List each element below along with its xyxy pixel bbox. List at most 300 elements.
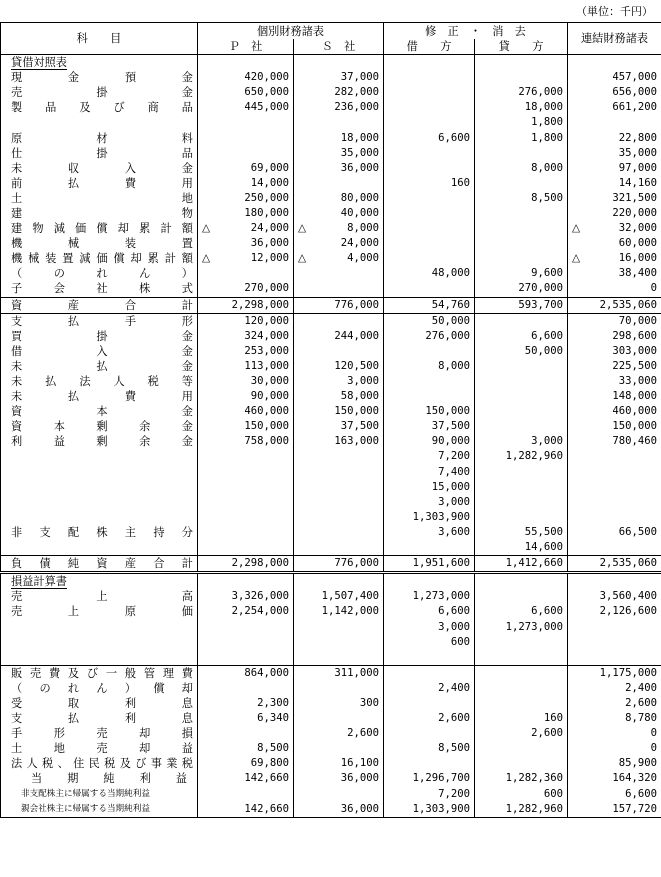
- negative-triangle-icon: △: [572, 222, 581, 235]
- cell-c: 35,000: [568, 146, 661, 161]
- table-row: [1, 756, 661, 771]
- cell-dr: [384, 389, 475, 404]
- cell-p: 36,000: [198, 236, 294, 251]
- cell-s: [294, 540, 384, 556]
- cell-c: △ 16,000: [568, 251, 661, 266]
- cell-c: 150,000: [568, 419, 661, 434]
- cell-cr: [475, 70, 568, 85]
- account-label: 土地売却益: [1, 741, 198, 756]
- cell-dr: 600: [384, 635, 475, 650]
- cell-cr: 1,800: [475, 130, 568, 145]
- cell-p: 6,340: [198, 711, 294, 726]
- cell-c: 303,000: [568, 344, 661, 359]
- account-label: 原材料: [1, 130, 198, 145]
- cell-c: [568, 465, 661, 480]
- cell-cr: [475, 419, 568, 434]
- cell-cr: [475, 741, 568, 756]
- account-label: 利益剰余金: [1, 434, 198, 449]
- cell-cr: 14,600: [475, 540, 568, 556]
- cell-c: [568, 540, 661, 556]
- cell-p: [198, 449, 294, 464]
- cell-cr: 1,282,960: [475, 802, 568, 818]
- cell-dr: [384, 100, 475, 115]
- cell-dr: 3,000: [384, 495, 475, 510]
- cell-c: 3,560,400: [568, 589, 661, 604]
- account-label: （のれん）償却: [1, 681, 198, 696]
- cell-p: △ 24,000: [198, 221, 294, 236]
- header-p-company: Ｐ 社: [198, 39, 294, 55]
- table-row: [1, 696, 661, 711]
- cell-c: 22,800: [568, 130, 661, 145]
- cell-p: [198, 681, 294, 696]
- account-label: [1, 510, 198, 525]
- cell-s: [294, 344, 384, 359]
- account-label: [1, 115, 198, 130]
- cell-c: 60,000: [568, 236, 661, 251]
- table-row: [1, 389, 661, 404]
- cell-s: [294, 115, 384, 130]
- cell-cr: [475, 374, 568, 389]
- cell-cr: [475, 696, 568, 711]
- cell-cr: 50,000: [475, 344, 568, 359]
- table-row: [1, 329, 661, 344]
- account-label: 未払費用: [1, 389, 198, 404]
- table-row: [1, 313, 661, 329]
- cell-s: △ 4,000: [294, 251, 384, 266]
- cell-dr: [384, 236, 475, 251]
- cell-p: 90,000: [198, 389, 294, 404]
- negative-triangle-icon: △: [298, 252, 307, 265]
- cell-cr: [475, 236, 568, 251]
- table-row: [1, 681, 661, 696]
- cell-s: 40,000: [294, 206, 384, 221]
- header-adjustments: 修 正 ・ 消 去: [384, 23, 568, 40]
- table-row: [1, 359, 661, 374]
- cell-cr: [475, 635, 568, 650]
- table-row: [1, 510, 661, 525]
- table-row: [1, 344, 661, 359]
- account-label: 未払金: [1, 359, 198, 374]
- account-label: 未収入金: [1, 161, 198, 176]
- cell-cr: [475, 359, 568, 374]
- cell-cr: 18,000: [475, 100, 568, 115]
- cell-cr: [475, 389, 568, 404]
- cell-s: 37,000: [294, 70, 384, 85]
- cell-p: 120,000: [198, 313, 294, 329]
- account-label: 売上原価: [1, 604, 198, 619]
- cell-p: 324,000: [198, 329, 294, 344]
- account-label: [1, 449, 198, 464]
- header-credit: 貸 方: [475, 39, 568, 55]
- section-income-statement-row: [1, 573, 661, 590]
- cell-c: 457,000: [568, 70, 661, 85]
- cell-cr: [475, 495, 568, 510]
- cell-dr: [384, 650, 475, 666]
- table-row: [1, 771, 661, 786]
- cell-s: [294, 741, 384, 756]
- cell-p: [198, 115, 294, 130]
- cell-c: [568, 495, 661, 510]
- cell-dr: 7,200: [384, 449, 475, 464]
- account-label: 機械装置減価償却累計額: [1, 251, 198, 266]
- table-row: [1, 130, 661, 145]
- account-label: 親会社株主に帰属する当期純利益: [1, 802, 198, 818]
- cell-s: 3,000: [294, 374, 384, 389]
- cell-dr: 3,000: [384, 619, 475, 634]
- cell-s: 37,500: [294, 419, 384, 434]
- table-row: [1, 787, 661, 802]
- cell-s: [294, 619, 384, 634]
- table-row: [1, 665, 661, 681]
- cell-cr: 2,600: [475, 726, 568, 741]
- cell-c: 97,000: [568, 161, 661, 176]
- cell-p: 460,000: [198, 404, 294, 419]
- account-label: 前払費用: [1, 176, 198, 191]
- account-label: 借入金: [1, 344, 198, 359]
- cell-p: 250,000: [198, 191, 294, 206]
- table-row: [1, 419, 661, 434]
- cell-s: [294, 525, 384, 540]
- cell-p: △ 12,000: [198, 251, 294, 266]
- cell-cr: [475, 510, 568, 525]
- table-row: [1, 221, 661, 236]
- table-row: [1, 115, 661, 130]
- account-label: 資本金: [1, 404, 198, 419]
- account-label: 未払法人税等: [1, 374, 198, 389]
- cell-p: 142,660: [198, 771, 294, 786]
- cell-p: 758,000: [198, 434, 294, 449]
- cell-s: 18,000: [294, 130, 384, 145]
- cell-s: 776,000: [294, 297, 384, 313]
- table-row: [1, 266, 661, 281]
- table-row: [1, 711, 661, 726]
- cell-dr: 8,500: [384, 741, 475, 756]
- cell-p: 2,254,000: [198, 604, 294, 619]
- table-row: [1, 480, 661, 495]
- cell-dr: [384, 281, 475, 297]
- cell-c: △ 32,000: [568, 221, 661, 236]
- cell-cr: [475, 465, 568, 480]
- cell-c: 220,000: [568, 206, 661, 221]
- cell-dr: [384, 665, 475, 681]
- cell-dr: 90,000: [384, 434, 475, 449]
- cell-c: 33,000: [568, 374, 661, 389]
- account-label: 法人税、住民税及び事業税: [1, 756, 198, 771]
- account-label: [1, 650, 198, 666]
- table-row: [1, 726, 661, 741]
- cell-p: 2,298,000: [198, 297, 294, 313]
- cell-s: [294, 465, 384, 480]
- cell-dr: 2,600: [384, 711, 475, 726]
- cell-s: 236,000: [294, 100, 384, 115]
- cell-dr: 50,000: [384, 313, 475, 329]
- table-row: [1, 161, 661, 176]
- table-row: [1, 434, 661, 449]
- cell-s: 2,600: [294, 726, 384, 741]
- table-row: [1, 70, 661, 85]
- cell-c: [568, 115, 661, 130]
- cell-c: 66,500: [568, 525, 661, 540]
- cell-dr: [384, 221, 475, 236]
- cell-p: [198, 465, 294, 480]
- cell-dr: 160: [384, 176, 475, 191]
- account-label: 売掛金: [1, 85, 198, 100]
- cell-s: [294, 650, 384, 666]
- account-label: 製品及び商品: [1, 100, 198, 115]
- cell-c: 0: [568, 741, 661, 756]
- table-row: [1, 146, 661, 161]
- cell-dr: 1,303,900: [384, 510, 475, 525]
- cell-s: 36,000: [294, 771, 384, 786]
- cell-c: [568, 619, 661, 634]
- cell-cr: 3,000: [475, 434, 568, 449]
- cell-p: 14,000: [198, 176, 294, 191]
- cell-s: [294, 449, 384, 464]
- header-account: 科 目: [1, 23, 198, 55]
- unit-label: （単位：千円）: [576, 5, 653, 18]
- cell-dr: [384, 696, 475, 711]
- cell-p: 2,298,000: [198, 556, 294, 573]
- cell-p: 113,000: [198, 359, 294, 374]
- account-label: 負債純資産合計: [1, 556, 198, 573]
- account-label: 建物減価償却累計額: [1, 221, 198, 236]
- cell-cr: 8,500: [475, 191, 568, 206]
- cell-s: [294, 681, 384, 696]
- cell-s: △ 8,000: [294, 221, 384, 236]
- cell-p: 270,000: [198, 281, 294, 297]
- cell-dr: 6,600: [384, 604, 475, 619]
- account-label: [1, 480, 198, 495]
- account-label: 現金預金: [1, 70, 198, 85]
- cell-dr: 2,400: [384, 681, 475, 696]
- cell-s: 150,000: [294, 404, 384, 419]
- cell-dr: [384, 191, 475, 206]
- cell-dr: 54,760: [384, 297, 475, 313]
- cell-s: 35,000: [294, 146, 384, 161]
- cell-p: 253,000: [198, 344, 294, 359]
- negative-triangle-icon: △: [572, 252, 581, 265]
- table-row: [1, 191, 661, 206]
- header-debit: 借 方: [384, 39, 475, 55]
- table-row: [1, 556, 661, 573]
- cell-dr: 276,000: [384, 329, 475, 344]
- cell-p: 445,000: [198, 100, 294, 115]
- cell-s: 1,142,000: [294, 604, 384, 619]
- cell-p: [198, 787, 294, 802]
- cell-dr: 150,000: [384, 404, 475, 419]
- cell-s: 311,000: [294, 665, 384, 681]
- cell-c: 656,000: [568, 85, 661, 100]
- account-label: 支払手形: [1, 313, 198, 329]
- cell-cr: [475, 480, 568, 495]
- account-label: [1, 495, 198, 510]
- cell-p: [198, 510, 294, 525]
- cell-dr: [384, 374, 475, 389]
- cell-dr: 6,600: [384, 130, 475, 145]
- cell-cr: [475, 251, 568, 266]
- consolidation-worksheet: [0, 22, 661, 818]
- negative-triangle-icon: △: [298, 222, 307, 235]
- cell-c: 2,400: [568, 681, 661, 696]
- cell-p: 650,000: [198, 85, 294, 100]
- cell-cr: [475, 206, 568, 221]
- cell-c: 1,175,000: [568, 665, 661, 681]
- cell-s: [294, 495, 384, 510]
- cell-s: 282,000: [294, 85, 384, 100]
- cell-c: [568, 650, 661, 666]
- cell-s: 36,000: [294, 802, 384, 818]
- cell-cr: 600: [475, 787, 568, 802]
- account-label: [1, 619, 198, 634]
- account-label: 機械装置: [1, 236, 198, 251]
- cell-c: 8,780: [568, 711, 661, 726]
- cell-p: 142,660: [198, 802, 294, 818]
- account-label: 販売費及び一般管理費: [1, 665, 198, 681]
- cell-p: [198, 495, 294, 510]
- cell-cr: 1,800: [475, 115, 568, 130]
- cell-dr: 15,000: [384, 480, 475, 495]
- cell-dr: [384, 206, 475, 221]
- cell-dr: 1,303,900: [384, 802, 475, 818]
- account-label: [1, 465, 198, 480]
- cell-s: 300: [294, 696, 384, 711]
- cell-dr: [384, 115, 475, 130]
- cell-s: 36,000: [294, 161, 384, 176]
- table-row: [1, 619, 661, 634]
- cell-p: [198, 130, 294, 145]
- cell-cr: 270,000: [475, 281, 568, 297]
- cell-cr: 6,600: [475, 604, 568, 619]
- cell-cr: 1,412,660: [475, 556, 568, 573]
- table-row: [1, 100, 661, 115]
- account-label: 子会社株式: [1, 281, 198, 297]
- cell-p: 8,500: [198, 741, 294, 756]
- cell-s: 80,000: [294, 191, 384, 206]
- cell-c: 661,200: [568, 100, 661, 115]
- cell-c: 14,160: [568, 176, 661, 191]
- cell-dr: [384, 756, 475, 771]
- cell-s: [294, 281, 384, 297]
- cell-cr: [475, 589, 568, 604]
- cell-cr: [475, 665, 568, 681]
- header-individual: 個別財務諸表: [198, 23, 384, 40]
- cell-c: 2,126,600: [568, 604, 661, 619]
- cell-c: [568, 510, 661, 525]
- cell-c: 298,600: [568, 329, 661, 344]
- cell-c: 2,535,060: [568, 556, 661, 573]
- cell-c: 148,000: [568, 389, 661, 404]
- cell-cr: [475, 221, 568, 236]
- table-row: [1, 176, 661, 191]
- table-row: [1, 465, 661, 480]
- table-row: [1, 85, 661, 100]
- cell-p: [198, 146, 294, 161]
- table-row: [1, 604, 661, 619]
- cell-p: 150,000: [198, 419, 294, 434]
- cell-p: 69,000: [198, 161, 294, 176]
- cell-cr: [475, 313, 568, 329]
- cell-dr: 3,600: [384, 525, 475, 540]
- cell-p: [198, 635, 294, 650]
- section-balance-sheet-row: [1, 55, 661, 71]
- account-label: 仕掛品: [1, 146, 198, 161]
- cell-c: [568, 480, 661, 495]
- cell-dr: [384, 70, 475, 85]
- cell-s: 163,000: [294, 434, 384, 449]
- cell-p: [198, 726, 294, 741]
- cell-p: [198, 619, 294, 634]
- table-row: [1, 374, 661, 389]
- cell-cr: [475, 756, 568, 771]
- cell-dr: [384, 251, 475, 266]
- table-row: [1, 635, 661, 650]
- section-income-statement: 損益計算書: [1, 573, 198, 590]
- cell-c: 2,535,060: [568, 297, 661, 313]
- cell-p: [198, 650, 294, 666]
- table-row: [1, 525, 661, 540]
- cell-dr: 7,200: [384, 787, 475, 802]
- account-label: 非支配株主持分: [1, 525, 198, 540]
- cell-dr: [384, 85, 475, 100]
- cell-c: 164,320: [568, 771, 661, 786]
- cell-dr: [384, 161, 475, 176]
- cell-c: 321,500: [568, 191, 661, 206]
- cell-cr: [475, 650, 568, 666]
- cell-cr: 276,000: [475, 85, 568, 100]
- cell-cr: [475, 176, 568, 191]
- cell-p: 2,300: [198, 696, 294, 711]
- section-balance-sheet: 貸借対照表: [1, 55, 198, 71]
- table-row: [1, 449, 661, 464]
- cell-p: [198, 525, 294, 540]
- account-label: 受取利息: [1, 696, 198, 711]
- cell-s: [294, 176, 384, 191]
- cell-s: [294, 635, 384, 650]
- cell-dr: 1,296,700: [384, 771, 475, 786]
- negative-triangle-icon: △: [202, 252, 211, 265]
- cell-s: [294, 787, 384, 802]
- cell-cr: 160: [475, 711, 568, 726]
- cell-p: 30,000: [198, 374, 294, 389]
- cell-p: 69,800: [198, 756, 294, 771]
- cell-c: [568, 635, 661, 650]
- account-label: 資本剰余金: [1, 419, 198, 434]
- cell-c: 70,000: [568, 313, 661, 329]
- cell-cr: 1,282,360: [475, 771, 568, 786]
- cell-dr: 48,000: [384, 266, 475, 281]
- cell-p: 864,000: [198, 665, 294, 681]
- cell-s: 120,500: [294, 359, 384, 374]
- account-label: 売上高: [1, 589, 198, 604]
- table-row: [1, 281, 661, 297]
- account-label: [1, 635, 198, 650]
- cell-dr: [384, 344, 475, 359]
- table-row: [1, 206, 661, 221]
- cell-c: 6,600: [568, 787, 661, 802]
- cell-s: 244,000: [294, 329, 384, 344]
- cell-p: 420,000: [198, 70, 294, 85]
- cell-cr: 8,000: [475, 161, 568, 176]
- table-row: [1, 650, 661, 666]
- cell-c: 460,000: [568, 404, 661, 419]
- cell-dr: [384, 726, 475, 741]
- cell-cr: 55,500: [475, 525, 568, 540]
- account-label: [1, 540, 198, 556]
- cell-cr: [475, 681, 568, 696]
- account-label: 手形売却損: [1, 726, 198, 741]
- cell-cr: 6,600: [475, 329, 568, 344]
- cell-c: 38,400: [568, 266, 661, 281]
